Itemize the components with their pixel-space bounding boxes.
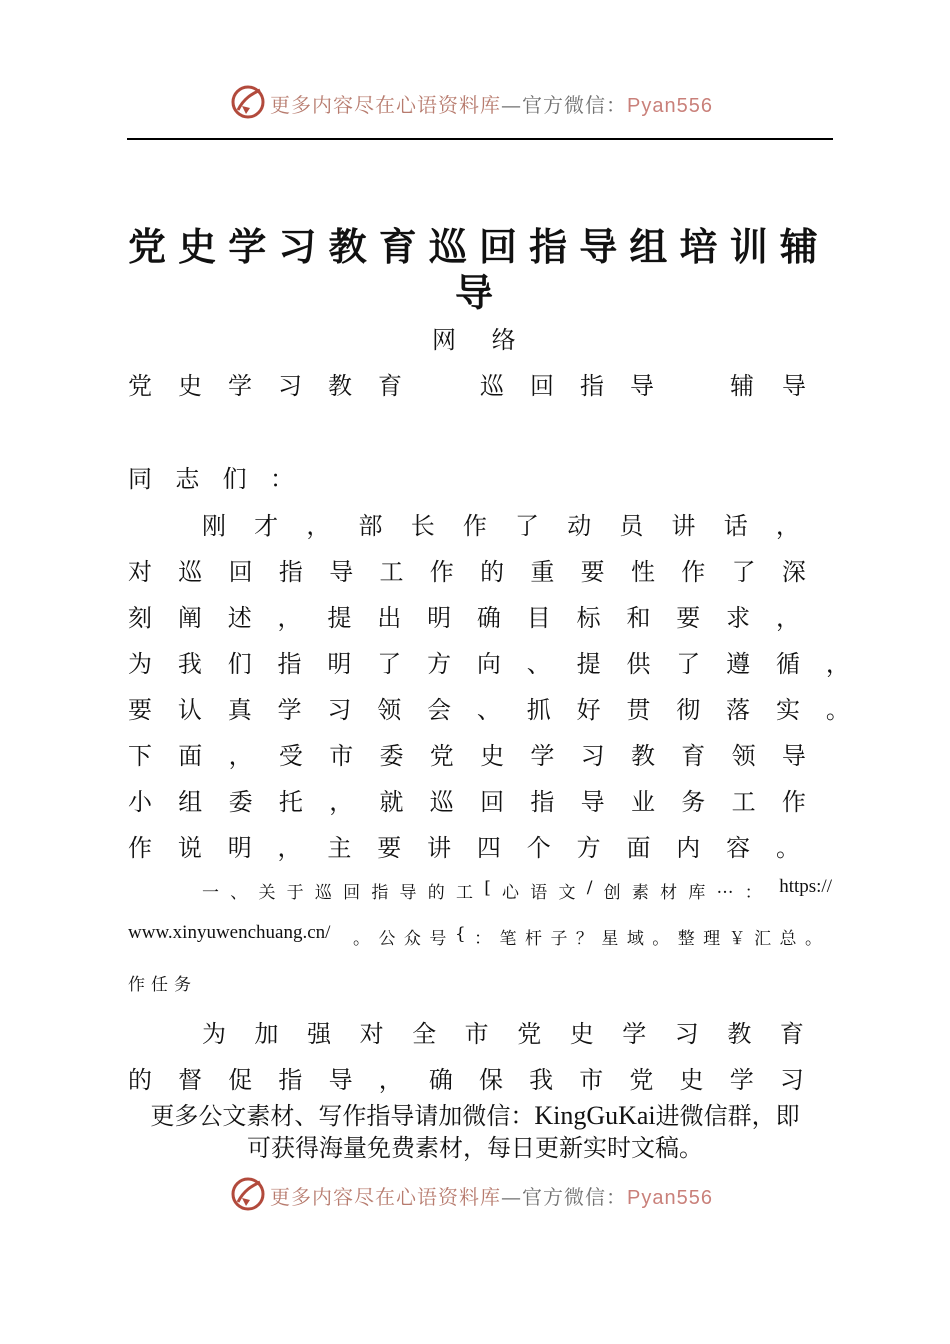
body-line-4: 为 我 们 指 明 了 方 向 、 提 供 了 遵 循 ， [128, 650, 850, 678]
footer-banner-text: 更多内容尽在心语资料库—官方微信：Pyan556 [270, 1185, 713, 1209]
section1-line3: 作任务 [128, 975, 197, 995]
header-rule [127, 138, 833, 140]
body-line-3: 刻 阐 述 ， 提 出 明 确 目 标 和 要 求 ， [128, 604, 800, 632]
body-line-2: 对 巡 回 指 导 工 作 的 重 要 性 作 了 深 [128, 558, 806, 586]
body-line-5: 要 认 真 学 习 领 会 、 抓 好 贯 彻 落 实 。 [128, 696, 850, 724]
keyword-1: 党 史 学 习 教 育 [128, 372, 402, 400]
body-line-7: 小 组 委 托 ， 就 巡 回 指 导 业 务 工 作 [128, 788, 806, 816]
keyword-3: 辅 导 [730, 372, 806, 400]
section1-url-part1: https:// [779, 876, 832, 897]
doc-category: 网 络 [432, 326, 530, 354]
brand-logo-icon [230, 84, 266, 120]
section1-url-part2: www.xinyuwenchuang.cn/ [128, 922, 331, 943]
doc-title-line1: 党 史 学 习 教 育 巡 回 指 导 组 培 训 辅 [128, 225, 818, 269]
header-banner-text: 更多内容尽在心语资料库—官方微信：Pyan556 [270, 93, 713, 117]
para2-line-2: 的 督 促 指 导 ， 确 保 我 市 党 史 学 习 [128, 1066, 804, 1094]
promo-wechat-id: KingGuKai [534, 1101, 656, 1130]
body-line-1: 刚 才 ， 部 长 作 了 动 员 讲 话 ， [202, 512, 800, 540]
body-line-6: 下 面 ， 受 市 委 党 史 学 习 教 育 领 导 [128, 742, 806, 770]
keyword-2: 巡 回 指 导 [480, 372, 654, 400]
promo-line-1: 更多公文素材、写作指导请加微信：KingGuKai进微信群，即 [150, 1101, 800, 1130]
doc-title-line2: 导 [455, 271, 494, 315]
promo-line-2: 可获得海量免费素材，每日更新实时文稿。 [247, 1134, 703, 1162]
para2-line-1: 为 加 强 对 全 市 党 史 学 习 教 育 [202, 1020, 804, 1048]
body-line-8: 作 说 明 ， 主 要 讲 四 个 方 面 内 容 。 [128, 834, 800, 862]
footer-banner [0, 1172, 950, 1216]
salutation: 同 志 们 ： [128, 465, 294, 493]
promo-note [0, 1100, 950, 1164]
brand-logo-icon [230, 1176, 266, 1212]
header-banner [0, 80, 950, 124]
